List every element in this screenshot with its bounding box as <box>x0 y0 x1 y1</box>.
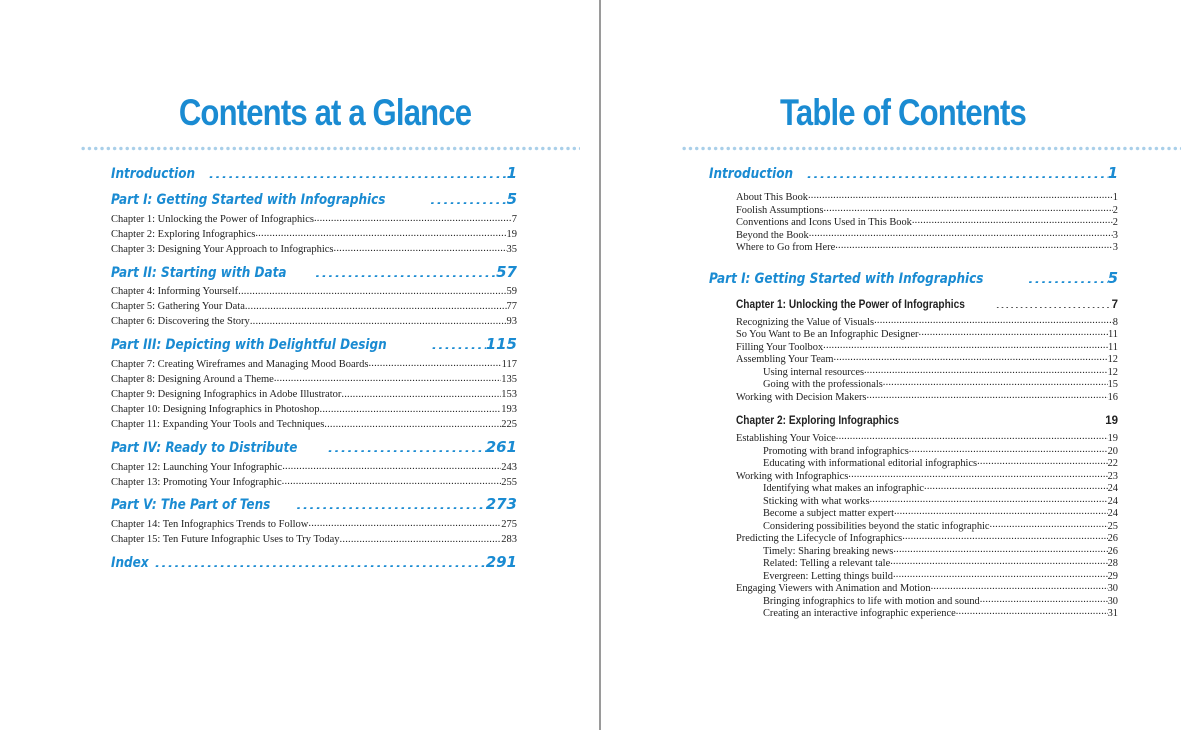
part-heading-link[interactable] <box>709 162 1118 184</box>
page-number: 3 <box>1112 229 1118 241</box>
dot-leader <box>874 315 1113 325</box>
page-number: 77 <box>506 301 517 313</box>
section-entry-link[interactable] <box>709 240 1118 253</box>
entry-title: Predicting the Lifecycle of Infographics <box>736 533 903 545</box>
entry-title: Part IV: Ready to Distribute <box>111 440 298 457</box>
contents-at-a-glance-title: Contents at a Glance <box>178 92 472 133</box>
title-dotted-rule <box>681 146 1181 151</box>
page-number: 31 <box>1107 608 1118 620</box>
entry-title: Conventions and Icons Used in This Book <box>736 217 912 229</box>
page-number: 291 <box>485 552 517 571</box>
entry-title: Chapter 1: Unlocking the Power of Infographics <box>736 298 965 311</box>
chapter-entry-link[interactable] <box>111 459 517 474</box>
dot-leader <box>341 387 501 398</box>
entry-title: Chapter 4: Informing Yourself <box>111 286 239 298</box>
entry-title: Beyond the Book <box>736 229 809 241</box>
chapter-heading-link[interactable] <box>709 411 1118 431</box>
dot-leader <box>823 203 1112 213</box>
subsection-entry-link[interactable] <box>709 519 1118 532</box>
entry-title: About This Book <box>736 192 808 204</box>
dot-leader <box>870 494 1108 504</box>
dot-leader <box>209 164 507 178</box>
page-number: 16 <box>1107 391 1118 403</box>
page-number: 5 <box>1107 268 1118 287</box>
page-number: 12 <box>1107 366 1118 378</box>
page-number: 24 <box>1107 508 1118 520</box>
section-entry-link[interactable] <box>709 581 1118 594</box>
subsection-entry-link[interactable] <box>709 569 1118 582</box>
dot-leader <box>245 299 507 310</box>
dot-leader <box>977 456 1108 466</box>
dot-leader <box>893 544 1107 554</box>
page-number: 115 <box>485 335 517 354</box>
page-number: 22 <box>1107 458 1118 470</box>
dot-leader <box>924 481 1108 491</box>
page-number: 30 <box>1107 595 1118 607</box>
page-number: 26 <box>1107 533 1118 545</box>
entry-title: Sticking with what works <box>763 495 870 507</box>
dot-leader <box>250 314 507 325</box>
entry-title: Part II: Starting with Data <box>111 264 287 281</box>
chapter-entry-link[interactable] <box>111 356 517 371</box>
page-number: 261 <box>485 438 517 457</box>
page-number: 225 <box>501 419 517 431</box>
entry-title: Chapter 1: Unlocking the Power of Infographics <box>111 213 314 225</box>
dot-leader <box>836 431 1108 441</box>
entry-title: Considering possibilities beyond the static infographic <box>763 520 990 532</box>
chapter-entry-link[interactable] <box>111 226 517 241</box>
dot-leader <box>274 371 501 382</box>
entry-title: Engaging Viewers with Animation and Motion <box>736 583 931 595</box>
dot-leader <box>368 356 501 367</box>
dot-leader <box>835 240 1113 250</box>
page-number: 28 <box>1107 558 1118 570</box>
page-number: 24 <box>1107 495 1118 507</box>
page-number: 23 <box>1107 470 1118 482</box>
dot-leader <box>282 459 501 470</box>
subsection-entry-link[interactable] <box>709 544 1118 557</box>
page-number: 59 <box>506 286 517 298</box>
entry-title: Introduction <box>111 166 196 182</box>
entry-title: Establishing Your Voice <box>736 433 836 445</box>
section-entry-link[interactable] <box>709 190 1118 203</box>
dot-leader <box>834 352 1108 362</box>
dot-leader <box>890 556 1107 566</box>
dot-leader <box>902 531 1107 541</box>
part-heading-link[interactable] <box>709 267 1118 289</box>
chapter-entry-link[interactable] <box>111 241 517 256</box>
dot-leader <box>980 594 1108 604</box>
dot-leader <box>1028 269 1107 283</box>
dot-leader <box>155 553 486 567</box>
entry-title: So You Want to Be an Infographic Designer <box>736 329 919 341</box>
dot-leader <box>921 413 1105 425</box>
entry-title: Chapter 7: Creating Wireframes and Managing Mood Boards <box>111 358 369 370</box>
page-number: 1 <box>1112 192 1118 204</box>
entry-title: Index <box>111 554 149 571</box>
dot-leader <box>956 606 1108 616</box>
dot-leader <box>282 474 502 485</box>
subsection-entry-link[interactable] <box>709 594 1118 607</box>
dot-leader <box>866 390 1107 400</box>
dot-leader <box>320 402 502 413</box>
section-entry-link[interactable] <box>709 228 1118 241</box>
entry-title: Chapter 14: Ten Infographics Trends to Follow <box>111 518 309 530</box>
dot-leader <box>931 581 1108 591</box>
page-number: 255 <box>501 476 517 488</box>
part-heading-link[interactable] <box>111 261 517 283</box>
entry-title: Chapter 12: Launching Your Infographic <box>111 461 283 473</box>
page-number: 20 <box>1107 445 1118 457</box>
page-number: 25 <box>1107 520 1118 532</box>
dot-leader <box>848 469 1107 479</box>
dot-leader <box>296 495 485 509</box>
dot-leader <box>894 506 1108 516</box>
entry-title: Chapter 2: Exploring Infographics <box>111 228 256 240</box>
entry-title: Recognizing the Value of Visuals <box>736 316 875 328</box>
entry-title: Promoting with brand infographics <box>763 445 909 457</box>
dot-leader <box>808 190 1113 200</box>
section-entry-link[interactable] <box>709 431 1118 444</box>
entry-title: Chapter 9: Designing Infographics in Adobe Illustrator <box>111 389 342 400</box>
entry-title: Identifying what makes an infographic <box>763 483 925 495</box>
chapter-entry-link[interactable] <box>111 387 517 402</box>
part-heading-link[interactable] <box>111 493 517 515</box>
subsection-entry-link[interactable] <box>709 365 1118 378</box>
entry-title: Chapter 10: Designing Infographics in Photoshop <box>111 404 320 416</box>
entry-title: Assembling Your Team <box>736 354 834 366</box>
page-number: 57 <box>496 262 517 281</box>
page-number: 19 <box>1105 415 1118 427</box>
entry-title: Chapter 8: Designing Around a Theme <box>111 373 274 385</box>
dot-leader <box>432 335 486 349</box>
section-entry-link[interactable] <box>709 531 1118 544</box>
chapter-entry-link[interactable] <box>111 532 517 547</box>
dot-leader <box>324 417 501 428</box>
subsection-entry-link[interactable] <box>709 556 1118 569</box>
entry-title: Educating with informational editorial infographics <box>763 458 978 470</box>
page-number: 93 <box>506 316 517 328</box>
chapter-entry-link[interactable] <box>111 417 517 432</box>
entry-title: Chapter 5: Gathering Your Data <box>111 301 245 313</box>
page-number: 19 <box>1107 433 1118 445</box>
dot-leader <box>893 569 1108 579</box>
page-number: 153 <box>501 389 517 400</box>
page-number: 12 <box>1107 354 1118 366</box>
entry-title: Using internal resources <box>763 366 864 378</box>
entry-title: Chapter 15: Ten Future Infographic Uses to Try Today <box>111 534 340 546</box>
dot-leader <box>238 284 506 295</box>
entry-title: Filling Your Toolbox <box>736 341 824 353</box>
entry-title: Related: Telling a relevant tale <box>763 558 891 570</box>
entry-title: Part V: The Part of Tens <box>111 497 271 514</box>
page-number: 15 <box>1107 379 1118 391</box>
dot-leader <box>823 340 1108 350</box>
entry-title: Chapter 11: Expanding Your Tools and Techniques <box>111 419 325 431</box>
chapter-entry-link[interactable] <box>111 314 517 329</box>
dot-leader <box>314 211 512 222</box>
entry-title: Bringing infographics to life with motion and sound <box>763 595 980 607</box>
page-number: 273 <box>485 495 517 514</box>
page-number: 1 <box>1107 164 1118 182</box>
part-heading-link[interactable] <box>111 333 517 355</box>
dot-leader <box>909 444 1108 454</box>
entry-title: Become a subject matter expert <box>763 508 894 520</box>
page-number: 3 <box>1112 242 1118 254</box>
entry-title: Introduction <box>709 166 794 182</box>
page-number: 7 <box>511 213 517 225</box>
dot-leader <box>912 215 1113 225</box>
entry-title: Going with the professionals <box>763 379 883 391</box>
page-number: 11 <box>1107 341 1118 353</box>
page-number: 11 <box>1107 329 1118 341</box>
section-entry-link[interactable] <box>709 215 1118 228</box>
page-number: 8 <box>1112 316 1118 328</box>
page-number: 275 <box>501 518 517 530</box>
dot-leader <box>430 190 506 204</box>
entry-title: Chapter 3: Designing Your Approach to Infographics <box>111 243 334 255</box>
dot-leader <box>996 296 1112 308</box>
page-number: 2 <box>1112 217 1118 229</box>
dot-leader <box>334 241 507 252</box>
entry-title: Chapter 2: Exploring Infographics <box>736 415 900 427</box>
dot-leader <box>315 263 496 277</box>
right-page <box>601 0 1200 730</box>
chapter-entry-link[interactable] <box>111 299 517 314</box>
chapter-entry-link[interactable] <box>111 474 517 489</box>
dot-leader <box>809 228 1113 238</box>
chapter-entry-link[interactable] <box>111 211 517 226</box>
chapter-entry-link[interactable] <box>111 284 517 299</box>
dot-leader <box>883 377 1108 387</box>
page-number: 35 <box>506 243 517 255</box>
page-number: 5 <box>506 190 517 208</box>
page-number: 283 <box>501 534 517 546</box>
part-heading-link[interactable] <box>111 188 517 210</box>
dot-leader <box>864 365 1108 375</box>
chapter-heading-link[interactable] <box>709 295 1118 315</box>
section-entry-link[interactable] <box>709 469 1118 482</box>
entry-title: Evergreen: Letting things build <box>763 570 893 582</box>
page-number: 135 <box>501 373 517 385</box>
entry-title: Part I: Getting Started with Infographics <box>111 192 386 208</box>
page-number: 7 <box>1111 298 1118 311</box>
subsection-entry-link[interactable] <box>709 506 1118 519</box>
glance-list <box>111 160 517 574</box>
part-heading-link[interactable] <box>111 436 517 458</box>
section-entry-link[interactable] <box>709 327 1118 340</box>
entry-title: Foolish Assumptions <box>736 204 824 216</box>
subsection-entry-link[interactable] <box>709 481 1118 494</box>
page-number: 193 <box>501 404 517 416</box>
subsection-entry-link[interactable] <box>709 606 1118 619</box>
page-number: 19 <box>506 228 517 240</box>
page-number: 243 <box>501 461 517 473</box>
subsection-entry-link[interactable] <box>709 377 1118 390</box>
section-entry-link[interactable] <box>709 352 1118 365</box>
section-entry-link[interactable] <box>709 315 1118 328</box>
entry-title: Working with Infographics <box>736 470 849 482</box>
entry-title: Working with Decision Makers <box>736 391 867 403</box>
title-dotted-rule <box>80 146 580 151</box>
dot-leader <box>255 226 506 237</box>
chapter-entry-link[interactable] <box>111 516 517 531</box>
entry-title: Timely: Sharing breaking news <box>763 545 894 557</box>
entry-title: Chapter 6: Discovering the Story <box>111 316 250 328</box>
dot-leader <box>919 327 1108 337</box>
page-number: 24 <box>1107 483 1118 495</box>
part-heading-link[interactable] <box>111 551 517 573</box>
subsection-entry-link[interactable] <box>709 456 1118 469</box>
page-number: 117 <box>501 358 517 370</box>
entry-title: Part III: Depicting with Delightful Design <box>111 337 387 354</box>
section-entry-link[interactable] <box>709 390 1118 403</box>
entry-title: Chapter 13: Promoting Your Infographic <box>111 476 282 488</box>
page-number: 26 <box>1107 545 1118 557</box>
entry-title: Creating an interactive infographic experience <box>763 608 956 620</box>
chapter-entry-link[interactable] <box>111 402 517 417</box>
page-number: 30 <box>1107 583 1118 595</box>
dot-leader <box>990 519 1108 529</box>
section-entry-link[interactable] <box>709 340 1118 353</box>
entry-title: Part I: Getting Started with Infographics <box>709 270 984 287</box>
page-number: 2 <box>1112 204 1118 216</box>
dot-leader <box>340 532 502 543</box>
chapter-entry-link[interactable] <box>111 371 517 386</box>
page-number: 1 <box>506 164 517 182</box>
entry-title: Where to Go from Here <box>736 242 836 254</box>
dot-leader <box>308 516 501 527</box>
page-number: 29 <box>1107 570 1118 582</box>
part-heading-link[interactable] <box>111 162 517 184</box>
dot-leader <box>807 164 1108 178</box>
subsection-entry-link[interactable] <box>709 494 1118 507</box>
section-entry-link[interactable] <box>709 203 1118 216</box>
dot-leader <box>328 438 486 452</box>
toc-list <box>709 160 1118 619</box>
subsection-entry-link[interactable] <box>709 444 1118 457</box>
table-of-contents-title: Table of Contents <box>780 92 1026 133</box>
